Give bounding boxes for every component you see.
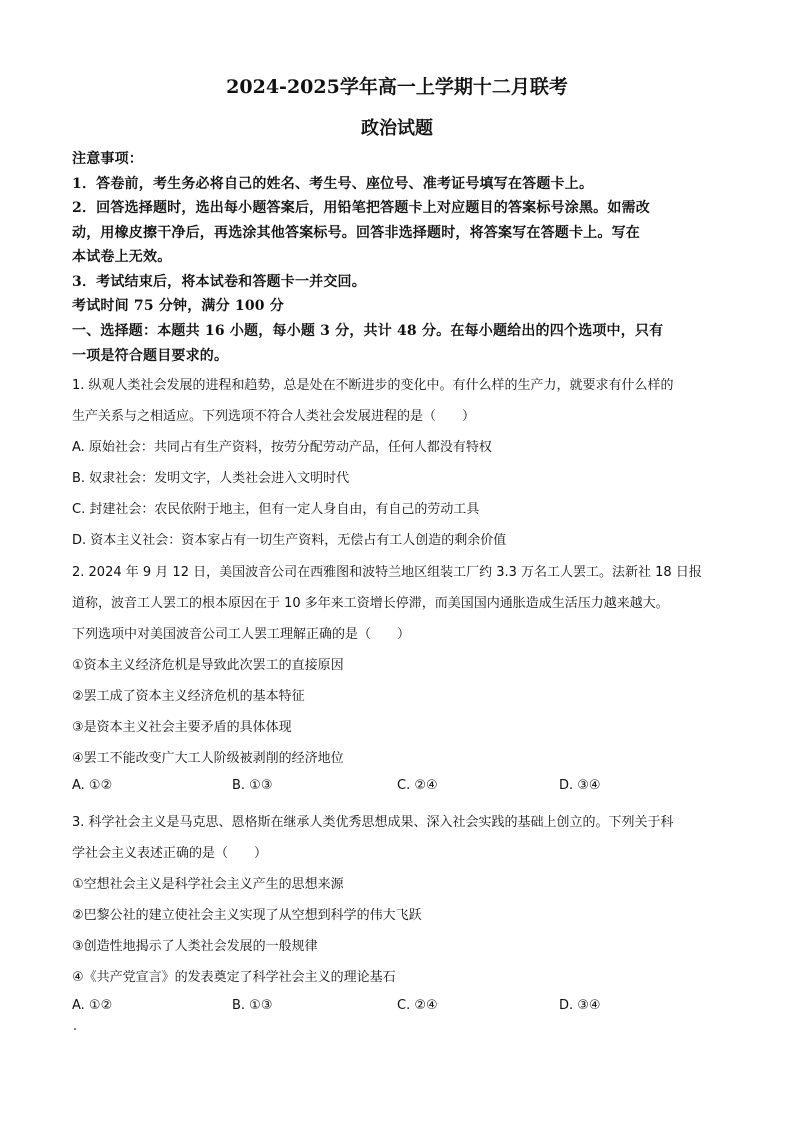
question-stem: 3. 科学社会主义是马克思、恩格斯在继承人类优秀思想成果、深入社会实践的基础上创立的。下列关于科 — [72, 815, 674, 830]
subject-title: 政治试题 — [361, 118, 433, 139]
exam-title: 2024-2025学年高一上学期十二月联考 — [226, 76, 568, 98]
answer-option-b: B. ①③ — [232, 778, 273, 793]
question-statement: ①空想社会主义是科学社会主义产生的思想来源 — [72, 877, 344, 892]
notice-line: 1．答卷前，考生务必将自己的姓名、考生号、座位号、准考证号填写在答题卡上。 — [72, 176, 594, 192]
question-stem: 2. 2024 年 9 月 12 日，美国波音公司在西雅图和波特兰地区组装工厂约 3.3 万名工人罢工。法新社 18 日报 — [72, 565, 702, 580]
question-stem: 学社会主义表述正确的是（ ） — [72, 846, 268, 861]
notice-line: 动，用橡皮擦干净后，再选涂其他答案标号。回答非选择题时，将答案写在答题卡上。写在 — [72, 225, 640, 241]
page-mark — [74, 1028, 76, 1030]
question-statement: ①资本主义经济危机是导致此次罢工的直接原因 — [72, 658, 344, 673]
notice-line: 3．考试结束后，将本试卷和答题卡一并交回。 — [72, 274, 366, 290]
answer-option-c: C. ②④ — [397, 778, 438, 793]
section-heading: 一、选择题：本题共 16 小题，每小题 3 分，共计 48 分。在每小题给出的四个选项中，只有 — [72, 323, 664, 339]
section-heading: 一项是符合题目要求的。 — [72, 348, 229, 364]
answer-option-a: A. ①② — [72, 998, 113, 1013]
exam-time: 考试时间 75 分钟，满分 100 分 — [72, 298, 285, 314]
answer-option-b: B. ①③ — [232, 998, 273, 1013]
notice-line: 2．回答选择题时，选出每小题答案后，用铅笔把答题卡上对应题目的答案标号涂黑。如需改 — [72, 200, 650, 216]
answer-option-c: C. ②④ — [397, 998, 438, 1013]
notice-heading: 注意事项： — [72, 151, 143, 167]
question-statement: ②罢工成了资本主义经济危机的基本特征 — [72, 689, 305, 704]
question-stem: 生产关系与之相适应。下列选项不符合人类社会发展进程的是（ ） — [72, 409, 476, 424]
answer-option-d: D. ③④ — [559, 778, 601, 793]
question-stem: 下列选项中对美国波音公司工人罢工理解正确的是（ ） — [72, 627, 411, 642]
answer-option-a: A. ①② — [72, 778, 113, 793]
question-stem: 道称，波音工人罢工的根本原因在于 10 多年来工资增长停滞，而美国国内通胀造成生活压力越来越大。 — [72, 596, 669, 611]
notice-line: 本试卷上无效。 — [72, 249, 172, 265]
question-stem: 1. 纵观人类社会发展的进程和趋势，总是处在不断进步的变化中。有什么样的生产力，就要求有什么样的 — [72, 378, 674, 393]
question-option: B. 奴隶社会：发明文字，人类社会进入文明时代 — [72, 471, 350, 486]
question-statement: ③创造性地揭示了人类社会发展的一般规律 — [72, 939, 318, 954]
question-statement: ④《共产党宣言》的发表奠定了科学社会主义的理论基石 — [72, 970, 396, 985]
answer-option-d: D. ③④ — [559, 998, 601, 1013]
question-statement: ④罢工不能改变广大工人阶级被剥削的经济地位 — [72, 751, 344, 766]
question-statement: ③是资本主义社会主要矛盾的具体体现 — [72, 720, 292, 735]
question-option: C. 封建社会：农民依附于地主，但有一定人身自由，有自己的劳动工具 — [72, 502, 480, 517]
question-option: A. 原始社会：共同占有生产资料，按劳分配劳动产品，任何人都没有特权 — [72, 440, 492, 455]
question-option: D. 资本主义社会：资本家占有一切生产资料，无偿占有工人创造的剩余价值 — [72, 533, 507, 548]
question-statement: ②巴黎公社的建立使社会主义实现了从空想到科学的伟大飞跃 — [72, 908, 422, 923]
